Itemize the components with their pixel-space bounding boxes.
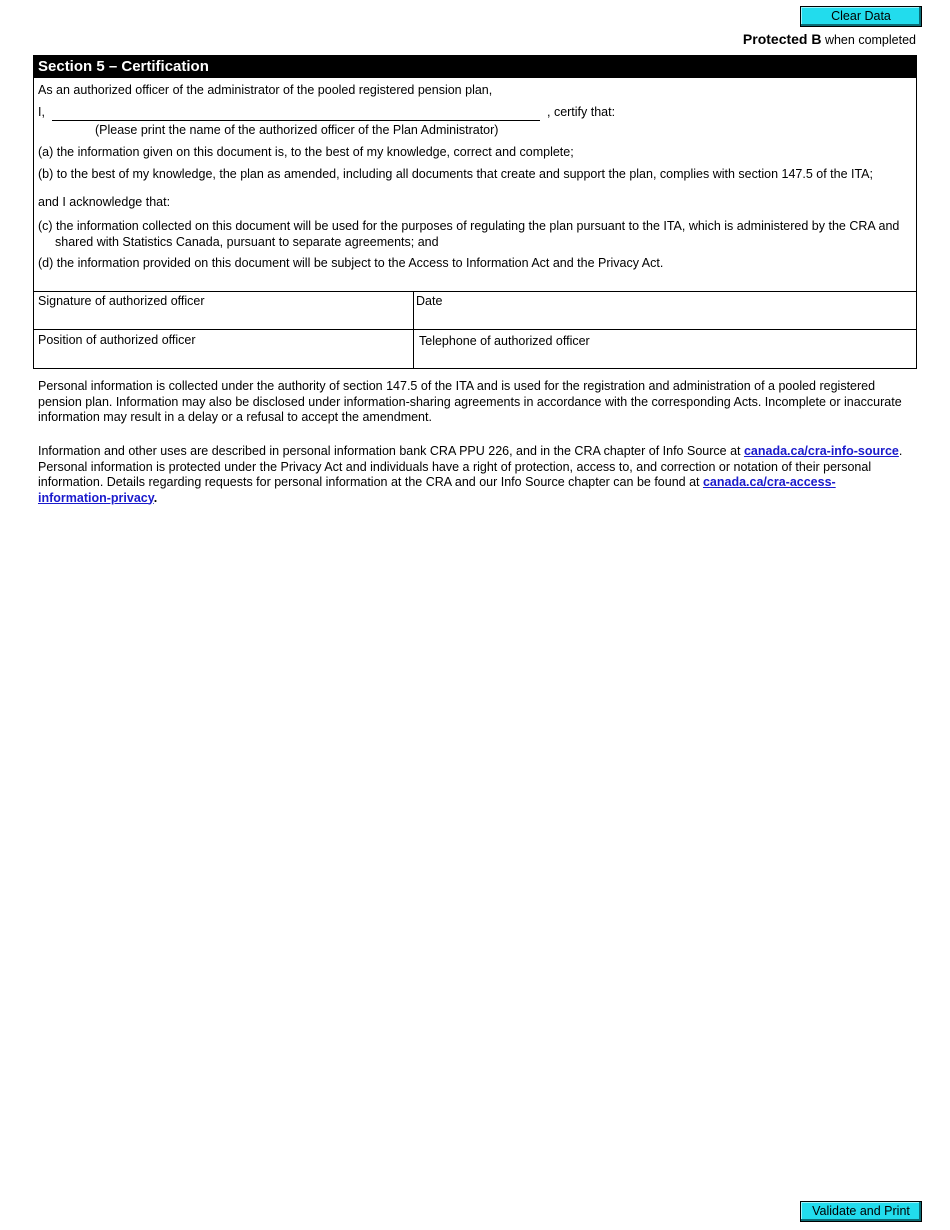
- item-b-text: (b) to the best of my knowledge, the plan as amended, including all documents that create and support the plan, complies with section 147.5 of the ITA;: [38, 167, 873, 181]
- grid-top-border: [34, 291, 916, 292]
- intro-text: As an authorized officer of the administrator of the pooled registered pension plan,: [38, 83, 493, 97]
- section-title: Section 5 – Certification: [34, 56, 916, 78]
- privacy-paragraph-2: [38, 444, 908, 506]
- certify-that-text: , certify that:: [547, 105, 616, 119]
- privacy-text-b: . Personal information is protected under the Privacy Act and individuals have a right of protection, access to, and correction or notation of their personal information. Details regarding requests for personal information at the CRA and our Info Source chapter can be found at: [38, 444, 903, 489]
- privacy-text-a: Information and other uses are described in personal information bank CRA PPU 226, and in the CRA chapter of Info Source at: [38, 444, 744, 458]
- date-label: Date: [416, 294, 443, 308]
- protected-b-label: Protected B: [742, 31, 822, 47]
- name-hint: (Please print the name of the authorized officer of the Plan Administrator): [95, 123, 499, 137]
- telephone-label: Telephone of authorized officer: [419, 334, 590, 348]
- privacy-period: .: [153, 490, 158, 505]
- item-d-text: (d) the information provided on this document will be subject to the Access to Information Act and the Privacy Act.: [38, 256, 664, 270]
- clear-data-button[interactable]: Clear Data: [800, 6, 922, 27]
- certification-section: [33, 55, 917, 369]
- i-label: I,: [38, 105, 45, 119]
- access-privacy-link[interactable]: canada.ca/cra-access-information-privacy: [38, 475, 836, 505]
- item-c-text-line2: shared with Statistics Canada, pursuant to separate agreements; and: [55, 235, 439, 249]
- validate-and-print-button[interactable]: Validate and Print: [800, 1201, 922, 1222]
- item-c-text-line1: (c) the information collected on this document will be used for the purposes of regulating the plan pursuant to the ITA, which is administered by the CRA and: [38, 219, 900, 233]
- grid-middle-border: [34, 329, 916, 330]
- acknowledge-text: and I acknowledge that:: [38, 195, 171, 209]
- date-field[interactable]: [415, 310, 915, 328]
- telephone-field[interactable]: [415, 349, 915, 367]
- info-source-link[interactable]: canada.ca/cra-info-source: [743, 444, 899, 458]
- grid-column-divider: [413, 291, 414, 369]
- name-underline: [52, 120, 540, 121]
- protected-b-notice: [743, 31, 916, 47]
- position-label: Position of authorized officer: [38, 333, 196, 347]
- privacy-paragraph-1: Personal information is collected under the authority of section 147.5 of the ITA and is used for the registration and administration of a pooled registered pension plan. Information may also be disclosed under information-sharing agreements in accordance with the corresponding Acts. Incomplete or inaccurate information may result in a delay or a refusal to accept the amendment.: [38, 379, 902, 424]
- protected-when-completed: when completed: [821, 33, 916, 47]
- item-a-text: (a) the information given on this document is, to the best of my knowledge, correct and complete;: [38, 145, 574, 159]
- officer-name-input[interactable]: [52, 105, 540, 121]
- position-field[interactable]: [34, 349, 412, 367]
- signature-field[interactable]: [34, 310, 412, 328]
- signature-label: Signature of authorized officer: [38, 294, 205, 308]
